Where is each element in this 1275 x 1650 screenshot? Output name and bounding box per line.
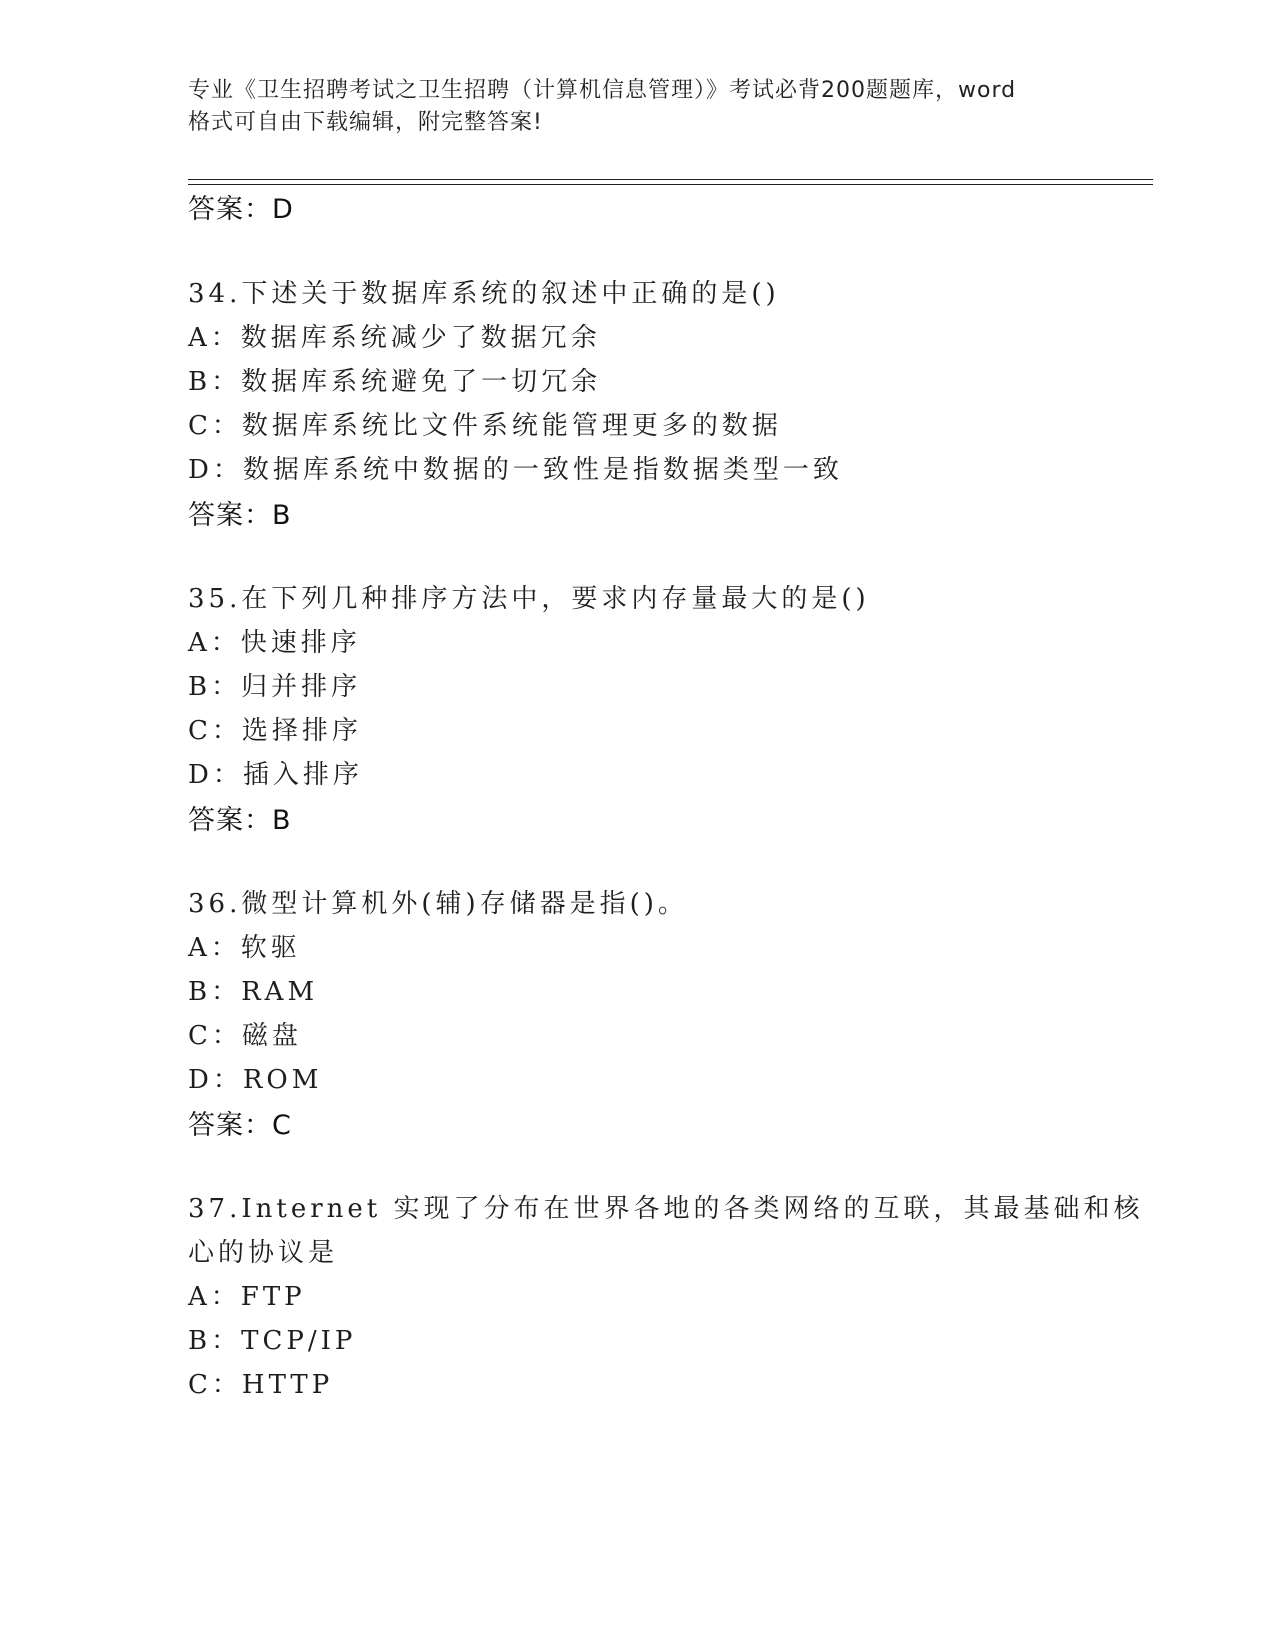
- question-36-option-c: C：磁盘: [188, 1021, 302, 1051]
- question-34-option-c: C：数据库系统比文件系统能管理更多的数据: [188, 411, 782, 441]
- header-divider-bottom: [188, 184, 1153, 185]
- question-37-stem-continued: 心的协议是: [188, 1238, 339, 1268]
- question-35-option-d: D：插入排序: [188, 760, 363, 790]
- question-36-option-b: B：RAM: [188, 977, 319, 1007]
- question-35-answer: 答案：B: [188, 805, 292, 836]
- question-35-option-b: B：归并排序: [188, 672, 362, 702]
- question-36-stem: 36.微型计算机外(辅)存储器是指()。: [188, 889, 688, 919]
- question-34-answer: 答案：B: [188, 500, 292, 531]
- header-line-2: 格式可自由下载编辑，附完整答案!: [188, 110, 543, 135]
- header-divider-top: [188, 179, 1153, 180]
- question-35-option-c: C：选择排序: [188, 716, 362, 746]
- question-36-option-a: A：软驱: [188, 933, 301, 963]
- question-35-option-a: A：快速排序: [188, 628, 361, 658]
- question-36-option-d: D：ROM: [188, 1065, 323, 1095]
- document-header: [188, 75, 1088, 139]
- previous-answer: 答案：D: [188, 194, 294, 225]
- question-37-option-c: C：HTTP: [188, 1370, 334, 1400]
- question-34-stem: 34.下述关于数据库系统的叙述中正确的是(): [188, 279, 780, 309]
- question-34-option-d: D：数据库系统中数据的一致性是指数据类型一致: [188, 455, 843, 485]
- question-37-option-a: A：FTP: [188, 1282, 306, 1312]
- header-line-1: 专业《卫生招聘考试之卫生招聘（计算机信息管理）》考试必背200题题库，word: [188, 78, 1017, 103]
- question-37-option-b: B：TCP/IP: [188, 1326, 357, 1356]
- question-37-stem: 37.Internet 实现了分布在世界各地的各类网络的互联，其最基础和核: [188, 1194, 1144, 1224]
- question-35-stem: 35.在下列几种排序方法中，要求内存量最大的是(): [188, 584, 870, 614]
- question-34-option-a: A：数据库系统减少了数据冗余: [188, 323, 601, 353]
- question-34-option-b: B：数据库系统避免了一切冗余: [188, 367, 602, 397]
- question-36-answer: 答案：C: [188, 1110, 292, 1141]
